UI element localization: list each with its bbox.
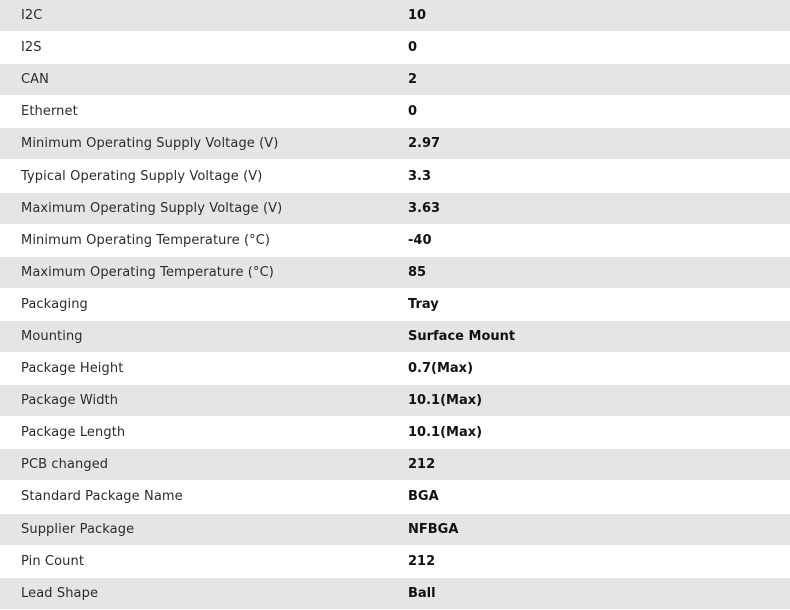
spec-label: Maximum Operating Temperature (°C) [0,256,408,288]
spec-value: 2.97 [408,128,790,160]
table-row [0,449,790,481]
spec-value: 212 [408,553,436,569]
spec-value: 10 [408,0,790,32]
spec-value: BGA [408,489,439,505]
spec-value: 85 [408,256,790,288]
spec-value: 3.3 [408,168,432,184]
table-row [0,353,790,385]
spec-label: Package Height [21,361,124,377]
table-row [0,513,790,545]
spec-value: Ball [408,577,790,609]
table-row [0,224,790,256]
table-row [0,385,790,417]
spec-label: Lead Shape [0,577,408,609]
table-row [0,417,790,449]
table-row [0,320,790,352]
table-row [0,481,790,513]
spec-label: Minimum Operating Temperature (°C) [21,232,271,248]
spec-label: I2S [21,40,42,56]
table-row [0,0,790,32]
spec-value: 0 [408,104,418,120]
spec-value: 0 [408,40,418,56]
spec-value: -40 [408,232,432,248]
spec-label: Minimum Operating Supply Voltage (V) [0,128,408,160]
spec-label: Package Width [0,385,408,417]
table-row [0,288,790,320]
spec-label: I2C [0,0,408,32]
table-row [0,64,790,96]
table-row [0,545,790,577]
table-row [0,577,790,609]
spec-label: Package Length [21,425,126,441]
table-row [0,192,790,224]
table-row [0,128,790,160]
spec-label: PCB changed [0,449,408,481]
spec-label: Pin Count [21,553,85,569]
spec-label: Supplier Package [0,513,408,545]
spec-label: Ethernet [21,104,78,120]
table-row [0,256,790,288]
spec-label: Maximum Operating Supply Voltage (V) [0,192,408,224]
table-row [0,160,790,192]
spec-label: Typical Operating Supply Voltage (V) [21,168,263,184]
spec-label: Standard Package Name [21,489,183,505]
spec-value: 212 [408,449,790,481]
spec-value: NFBGA [408,513,790,545]
spec-value: 10.1(Max) [408,385,790,417]
table-row [0,32,790,64]
spec-value: 10.1(Max) [408,425,483,441]
spec-label: Mounting [0,320,408,352]
spec-value: 2 [408,64,790,96]
spec-value: Tray [408,296,439,312]
spec-label: Packaging [21,296,88,312]
spec-value: Surface Mount [408,320,790,352]
table-row [0,96,790,128]
spec-value: 3.63 [408,192,790,224]
spec-value: 0.7(Max) [408,361,474,377]
spec-label: CAN [0,64,408,96]
